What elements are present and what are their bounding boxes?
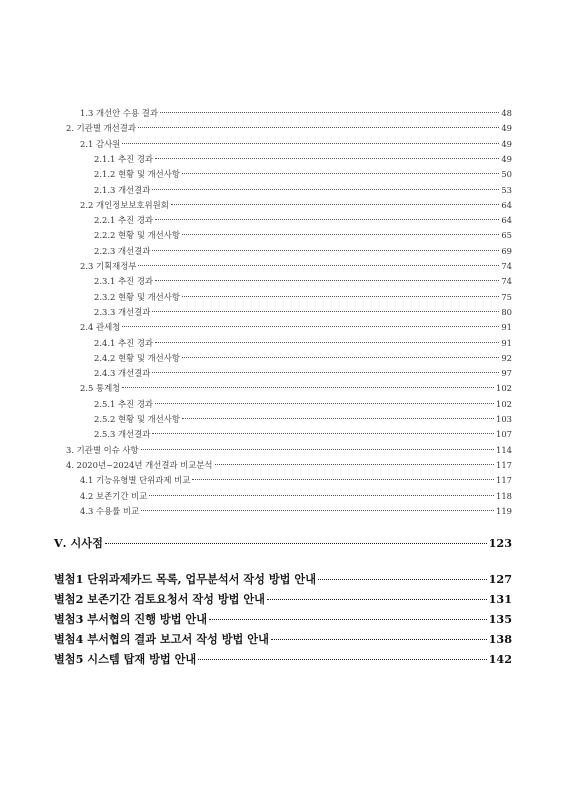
- dot-leader: [105, 543, 487, 544]
- dot-leader: [152, 189, 499, 190]
- toc-entry-page: 135: [488, 612, 512, 626]
- toc-entry-title: 2.5.2 현황 및 개선사항: [94, 414, 180, 424]
- toc-entry[interactable]: [94, 306, 512, 318]
- toc-entry-title: 2.5.1 추진 경과: [94, 398, 153, 409]
- toc-appendix-entry[interactable]: [54, 571, 512, 587]
- toc-entry-title: 1.3 개선안 수용 결과: [80, 108, 158, 118]
- toc-entry-title: 별첨1 단위과제카드 목록, 업무분석서 작성 방법 안내: [54, 572, 316, 586]
- toc-entry-title: 별첨2 보존기간 검토요청서 작성 방법 안내: [54, 592, 265, 606]
- toc-entry-page: 74: [501, 276, 512, 287]
- toc-entry-title: Ⅴ. 시사점: [54, 536, 103, 550]
- dot-leader: [215, 464, 494, 465]
- toc-entry[interactable]: [66, 122, 512, 134]
- dot-leader: [271, 639, 487, 640]
- dot-leader: [155, 342, 499, 343]
- toc-entry-title: 2.4 관세청: [80, 322, 121, 333]
- dot-leader: [192, 479, 494, 480]
- toc-entry-title: 4.2 보존기간 비교: [80, 490, 148, 501]
- dot-leader: [160, 112, 499, 113]
- toc-entry-page: 114: [496, 444, 512, 455]
- toc-entry[interactable]: [94, 214, 512, 226]
- toc-entry-page: 102: [496, 398, 512, 409]
- toc-entry-title: 2.1.3 개선결과: [94, 184, 151, 195]
- toc-entry[interactable]: [94, 229, 512, 241]
- toc-entry-page: 75: [501, 291, 512, 302]
- toc-entry[interactable]: [66, 459, 512, 471]
- dot-leader: [152, 250, 499, 251]
- toc-entry-page: 49: [501, 153, 512, 164]
- toc-entry-page: 103: [496, 414, 512, 424]
- toc-entry[interactable]: [94, 275, 512, 287]
- toc-appendix-entry[interactable]: [54, 591, 512, 607]
- toc-entry-title: 2. 기관별 개선결과: [66, 123, 136, 134]
- toc-entry-title: 2.5 통계청: [80, 383, 121, 394]
- toc-entry-page: 50: [501, 169, 512, 180]
- dot-leader: [155, 403, 494, 404]
- dot-leader: [155, 158, 499, 159]
- toc-appendix-entry[interactable]: [54, 631, 512, 647]
- toc-entry[interactable]: [94, 337, 512, 349]
- toc-entry-page: 117: [496, 475, 512, 486]
- toc-entry-title: 2.5.3 개선결과: [94, 429, 151, 440]
- dot-leader: [122, 387, 494, 388]
- dot-leader: [182, 173, 499, 174]
- toc-entry-page: 123: [488, 536, 512, 550]
- toc-entry[interactable]: [94, 398, 512, 410]
- dot-leader: [122, 326, 499, 327]
- toc-entry-page: 127: [488, 572, 512, 586]
- toc-entry-title: 3. 기관별 이슈 사항: [66, 444, 139, 455]
- toc-entry-page: 80: [501, 306, 512, 317]
- dot-leader: [209, 619, 487, 620]
- dot-leader: [141, 510, 494, 511]
- toc-entry-title: 2.3 기획재정부: [80, 261, 137, 271]
- toc-entry-page: 119: [496, 505, 512, 516]
- toc-entry[interactable]: [94, 291, 512, 303]
- dot-leader: [198, 659, 486, 660]
- dot-leader: [182, 357, 499, 358]
- toc-entry-title: 4.1 기능유형별 단위과제 비교: [80, 475, 191, 486]
- toc-entry-page: 107: [496, 429, 512, 440]
- toc-appendix-entry[interactable]: [54, 611, 512, 627]
- dot-leader: [122, 143, 499, 144]
- toc-entry-title: 2.3.2 현황 및 개선사항: [94, 291, 180, 302]
- toc-entry-page: 49: [501, 138, 512, 149]
- toc-entry[interactable]: [80, 382, 512, 394]
- toc-entry[interactable]: [94, 184, 512, 196]
- toc-entry-title: 2.1 감사원: [80, 138, 121, 149]
- toc-entry-page: 118: [496, 490, 512, 501]
- dot-leader: [138, 127, 499, 128]
- toc-entry-page: 53: [501, 184, 512, 195]
- toc-entry-title: 2.2.3 개선결과: [94, 245, 151, 256]
- toc-entry-page: 91: [501, 322, 512, 333]
- toc-entry[interactable]: [80, 490, 512, 502]
- dot-leader: [152, 433, 494, 434]
- toc-entry[interactable]: [80, 321, 512, 333]
- toc-entry-title: 2.2.2 현황 및 개선사항: [94, 230, 180, 241]
- dot-leader: [182, 296, 499, 297]
- toc-entry-title: 별첨4 부서협의 결과 보고서 작성 방법 안내: [54, 632, 269, 646]
- toc-entry-page: 97: [501, 368, 512, 379]
- toc-entry-title: 4. 2020년~2024년 개선결과 비교분석: [66, 459, 213, 470]
- toc-entry-title: 2.2.1 추진 경과: [94, 215, 153, 226]
- toc-entry-page: 74: [501, 261, 512, 271]
- toc-entry[interactable]: [80, 474, 512, 486]
- toc-entry-page: 64: [501, 215, 512, 226]
- toc-entry[interactable]: [94, 367, 512, 379]
- toc-entry-page: 102: [496, 383, 512, 394]
- toc-entry[interactable]: [66, 444, 512, 456]
- dot-leader: [267, 599, 487, 600]
- toc-entry-title: 2.3.1 추진 경과: [94, 276, 153, 287]
- toc-entry[interactable]: [94, 352, 512, 364]
- toc-entry-page: 48: [501, 108, 512, 118]
- toc-entry[interactable]: [80, 505, 512, 517]
- dot-leader: [152, 372, 499, 373]
- dot-leader: [152, 311, 499, 312]
- dot-leader: [182, 234, 499, 235]
- toc-entry[interactable]: [80, 138, 512, 150]
- dot-leader: [149, 495, 494, 496]
- toc-entry-title: 2.2 개인정보보호위원회: [80, 199, 169, 210]
- toc-entry[interactable]: [80, 260, 512, 272]
- toc-entry-title: 2.1.2 현황 및 개선사항: [94, 169, 180, 180]
- toc-entry[interactable]: [94, 428, 512, 440]
- toc-entry-page: 142: [488, 652, 512, 666]
- toc-chapter-entry[interactable]: [54, 535, 512, 551]
- toc-entry-title: 별첨3 부서협의 진행 방법 안내: [54, 612, 208, 626]
- toc-entry-page: 92: [501, 352, 512, 363]
- toc-appendix-entry[interactable]: [54, 651, 512, 667]
- toc-entry-title: 2.3.3 개선결과: [94, 306, 151, 317]
- toc-entry-page: 91: [501, 337, 512, 348]
- toc-entry-page: 138: [488, 632, 512, 646]
- toc-entry-page: 49: [501, 123, 512, 134]
- toc-entry[interactable]: [94, 153, 512, 165]
- toc-entry-page: 69: [501, 245, 512, 256]
- toc-entry[interactable]: [94, 245, 512, 257]
- toc-entry-title: 별첨5 시스템 탑재 방법 안내: [54, 652, 197, 666]
- toc-entry-title: 2.4.1 추진 경과: [94, 337, 153, 348]
- dot-leader: [182, 418, 494, 419]
- dot-leader: [138, 265, 499, 266]
- dot-leader: [155, 219, 499, 220]
- toc-entry[interactable]: [94, 168, 512, 180]
- toc-entry[interactable]: [80, 107, 512, 119]
- dot-leader: [318, 579, 487, 580]
- toc-entry-title: 4.3 수용률 비교: [80, 505, 140, 516]
- toc-entry-title: 2.1.1 추진 경과: [94, 153, 153, 164]
- dot-leader: [141, 449, 494, 450]
- toc-entry-page: 64: [501, 199, 512, 210]
- toc-entry[interactable]: [80, 199, 512, 211]
- toc-entry-title: 2.4.3 개선결과: [94, 368, 151, 379]
- toc-entry-title: 2.4.2 현황 및 개선사항: [94, 352, 180, 363]
- toc-entry[interactable]: [94, 413, 512, 425]
- toc-entry-page: 65: [501, 230, 512, 241]
- dot-leader: [155, 280, 499, 281]
- dot-leader: [171, 204, 500, 205]
- toc-entry-page: 131: [488, 592, 512, 606]
- toc-entry-page: 117: [496, 459, 512, 470]
